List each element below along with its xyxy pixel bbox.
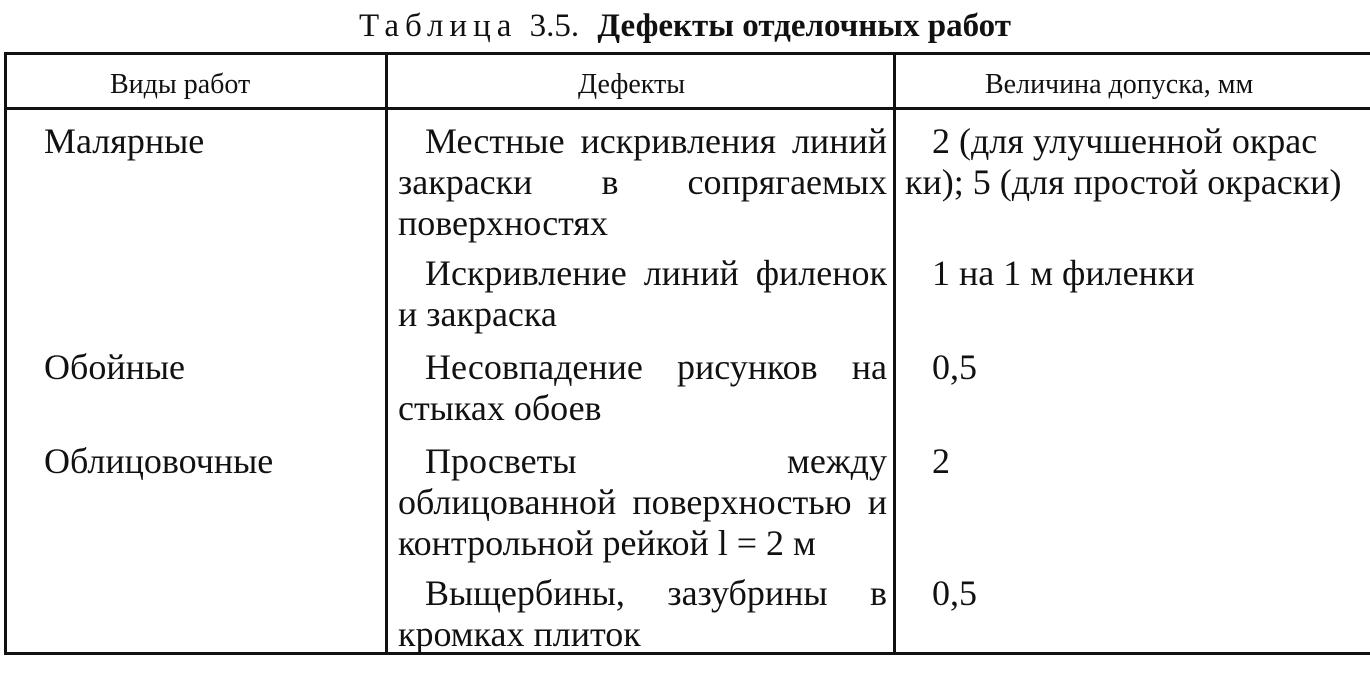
column-divider-1 [385,52,388,655]
table-caption-prefix: Таблица [359,8,518,44]
row-2-tolerance: 1 на 1 м филенки [932,253,1195,293]
row-5-defect: Выщербины, зазубрины в кромках плиток [398,573,887,654]
header-tolerance: Величина допуска, мм [985,69,1254,100]
column-divider-2 [893,52,896,655]
row-3-work-type: Обойные [44,347,186,387]
row-1-tolerance-line1: 2 (для улучшенной окрас [932,121,1318,161]
row-1-defect: Местные искривления линий закраски в сопрягаемых поверхностях [398,121,887,243]
header-work-type: Виды работ [110,69,251,100]
row-5-tolerance: 0,5 [932,573,977,613]
table-caption-number: 3.5. [529,8,580,44]
table-caption-name: Дефекты отделочных работ [597,8,1011,44]
row-1-work-type: Малярные [44,121,205,161]
row-3-tolerance: 0,5 [932,347,977,387]
table-caption [0,4,1370,48]
row-4-defect: Просветы между облицованной поверхностью и контрольной рейкой l = 2 м [398,441,887,563]
row-4-tolerance: 2 [932,441,950,481]
row-3-defect: Несовпадение рисунков на стыках обоев [398,347,887,428]
header-divider [4,107,1370,110]
row-4-work-type: Облицовочные [44,441,274,481]
row-2-defect: Искривление линий филенок и закраска [398,253,887,334]
row-1-tolerance-line2: ки); 5 (для простой окраски) [905,162,1342,202]
header-defects: Дефекты [578,69,686,100]
